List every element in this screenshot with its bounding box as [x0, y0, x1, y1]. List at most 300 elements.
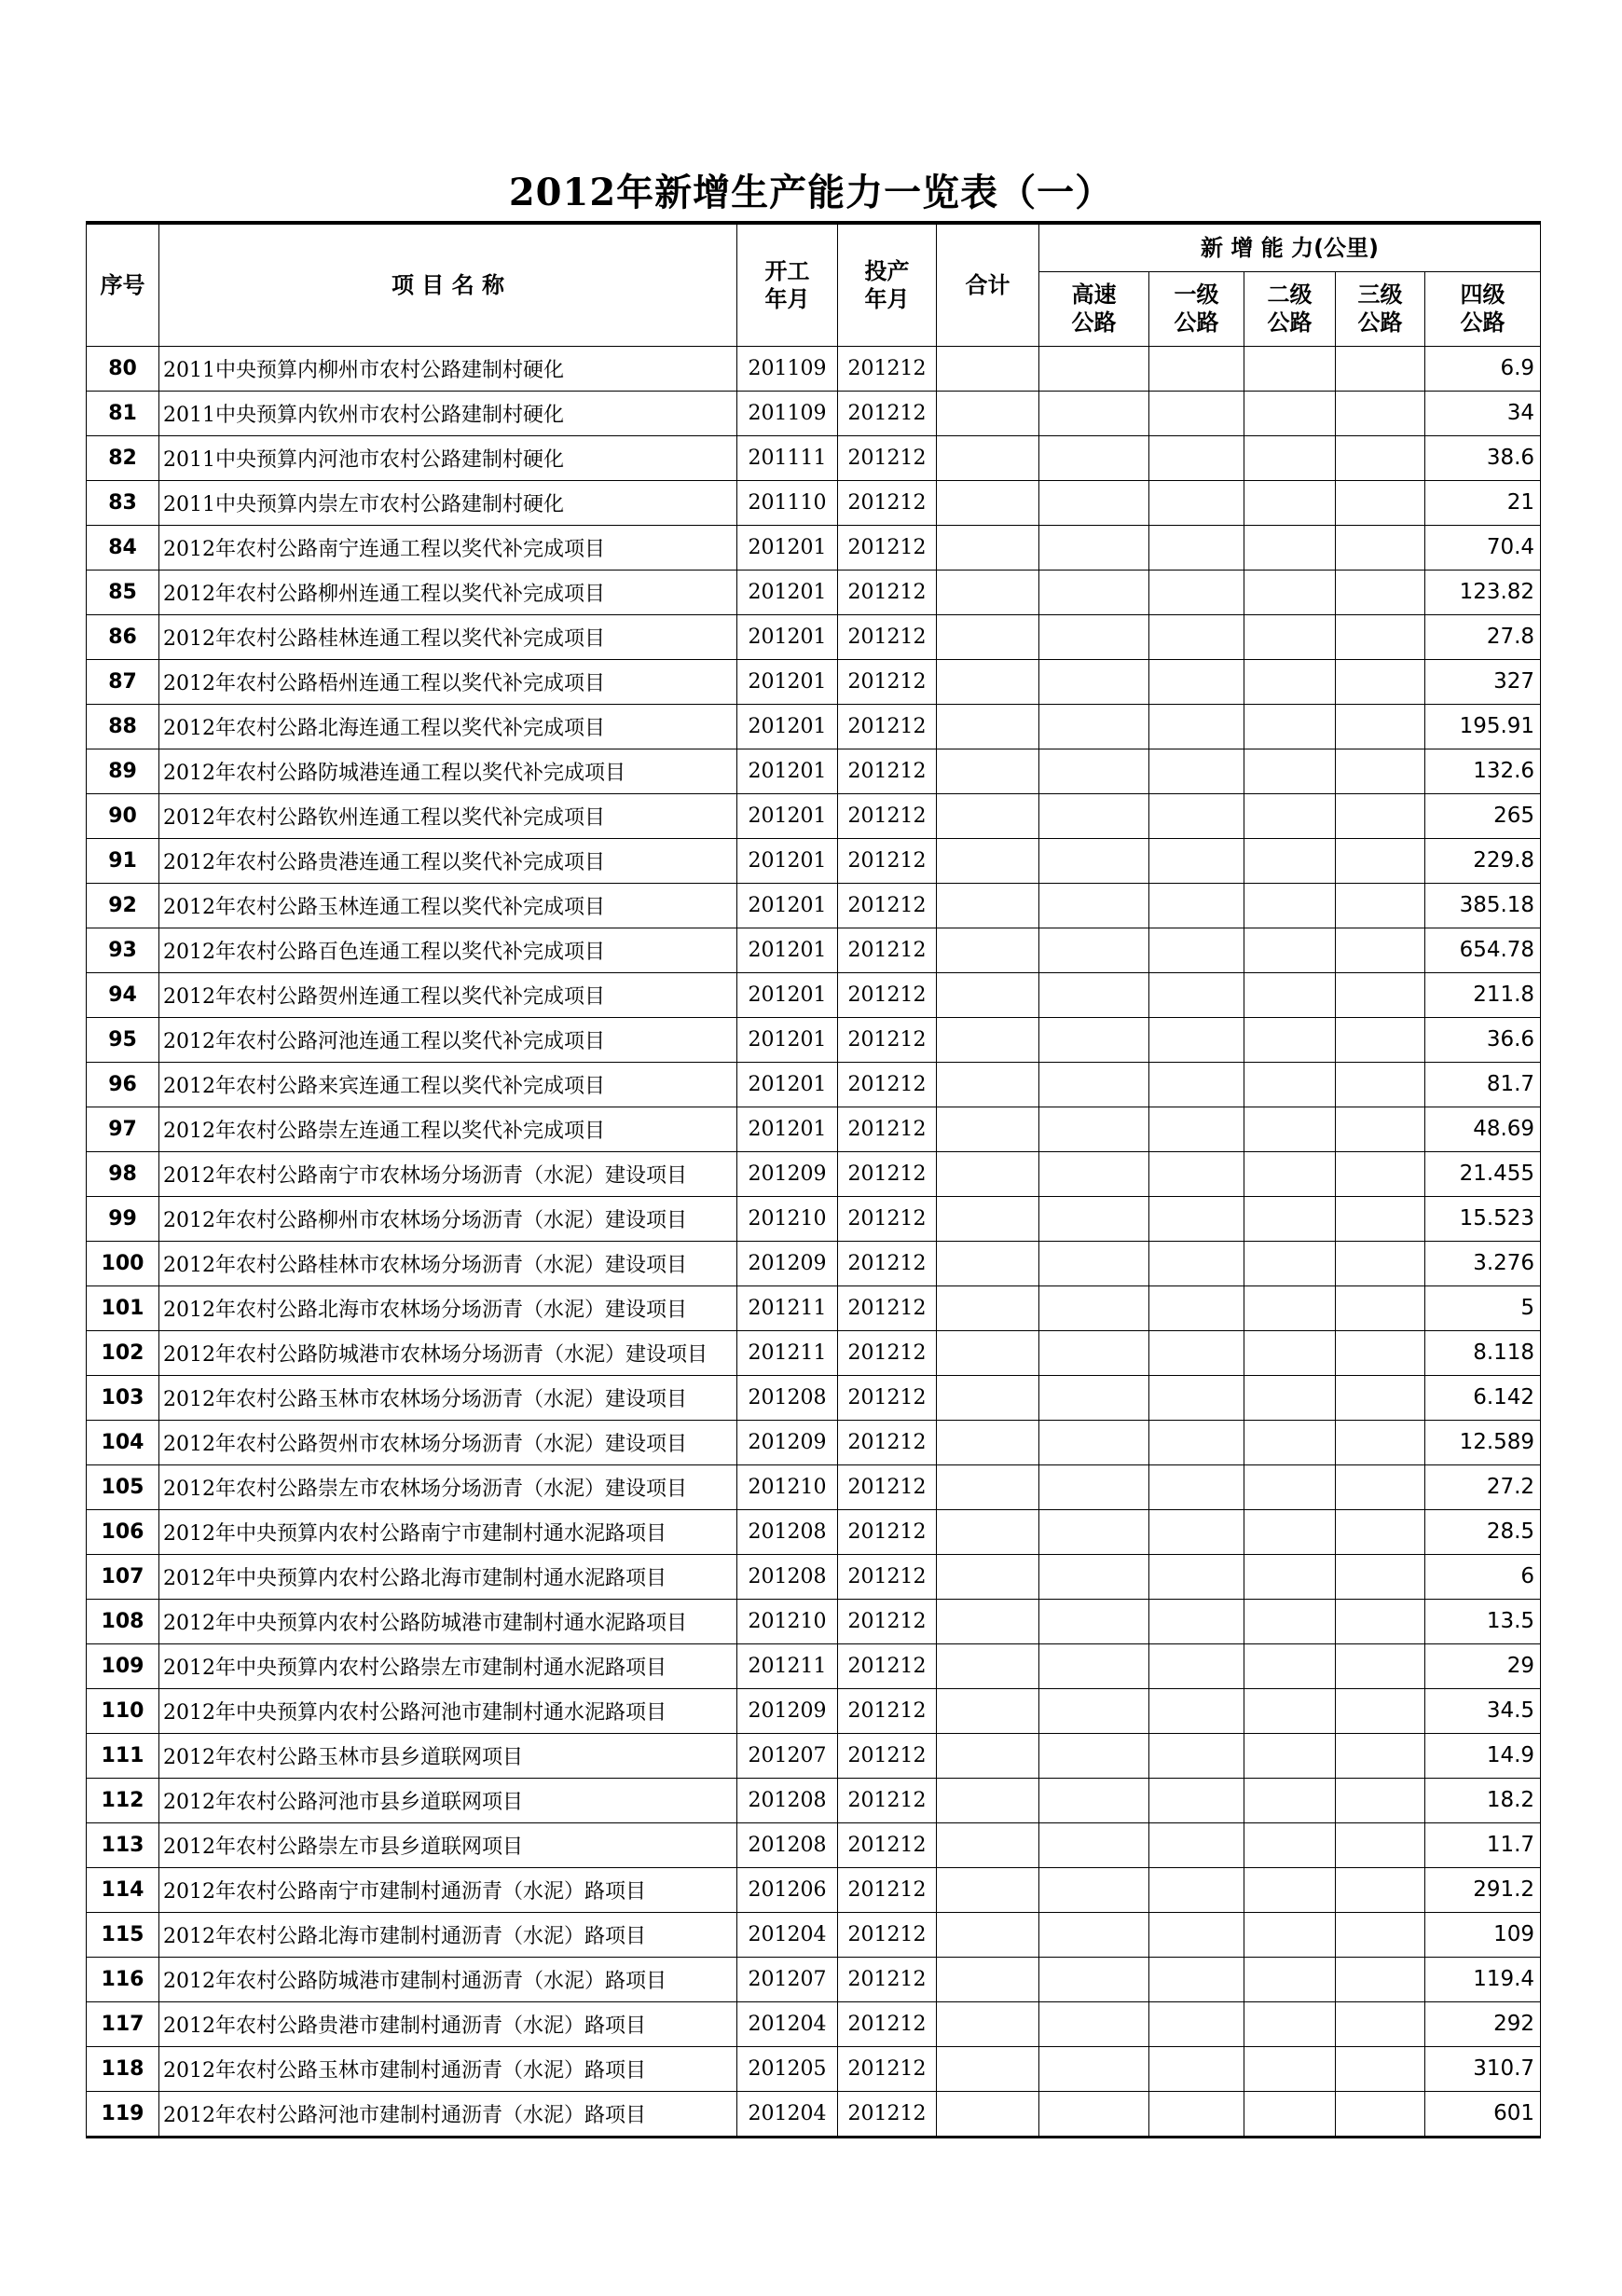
- row-name: 2012年农村公路北海市农林场分场沥青（水泥）建设项目: [159, 1285, 737, 1330]
- row-class2: [1244, 2001, 1336, 2046]
- row-class4: 6.142: [1425, 1375, 1541, 1420]
- row-expressway: [1039, 1822, 1149, 1867]
- row-expressway: [1039, 614, 1149, 659]
- table-row: [87, 2001, 1541, 2046]
- row-class3: [1336, 2001, 1425, 2046]
- row-name: 2012年农村公路崇左市县乡道联网项目: [159, 1822, 737, 1867]
- header-total: 合计: [937, 223, 1039, 346]
- table-row: [87, 1867, 1541, 1912]
- row-total: [937, 749, 1039, 793]
- row-class2: [1244, 1867, 1336, 1912]
- row-name: 2012年农村公路河池连通工程以奖代补完成项目: [159, 1017, 737, 1062]
- row-seq: 98: [87, 1151, 159, 1196]
- row-start: 201204: [737, 2091, 838, 2137]
- row-total: [937, 1151, 1039, 1196]
- row-expressway: [1039, 749, 1149, 793]
- header-start: 开工 年月: [737, 223, 838, 346]
- row-seq: 118: [87, 2046, 159, 2091]
- row-end: 201212: [838, 1599, 937, 1643]
- table-row: [87, 1643, 1541, 1688]
- row-total: [937, 1330, 1039, 1375]
- row-class3: [1336, 1420, 1425, 1464]
- row-name: 2012年农村公路玉林市建制村通沥青（水泥）路项目: [159, 2046, 737, 2091]
- row-seq: 90: [87, 793, 159, 838]
- table-row: [87, 2046, 1541, 2091]
- row-name: 2012年农村公路玉林市县乡道联网项目: [159, 1733, 737, 1778]
- row-total: [937, 2091, 1039, 2137]
- table-row: [87, 704, 1541, 749]
- row-seq: 93: [87, 928, 159, 972]
- row-expressway: [1039, 1643, 1149, 1688]
- row-class2: [1244, 972, 1336, 1017]
- row-name: 2012年农村公路柳州连通工程以奖代补完成项目: [159, 570, 737, 614]
- row-seq: 103: [87, 1375, 159, 1420]
- row-class4: 119.4: [1425, 1957, 1541, 2001]
- row-end: 201212: [838, 883, 937, 928]
- row-class3: [1336, 1643, 1425, 1688]
- row-class3: [1336, 928, 1425, 972]
- row-class3: [1336, 435, 1425, 480]
- row-class3: [1336, 972, 1425, 1017]
- row-seq: 116: [87, 1957, 159, 2001]
- row-name: 2012年农村公路防城港市农林场分场沥青（水泥）建设项目: [159, 1330, 737, 1375]
- row-class4: 6: [1425, 1554, 1541, 1599]
- row-total: [937, 1107, 1039, 1151]
- row-end: 201212: [838, 1151, 937, 1196]
- row-name: 2012年农村公路防城港市建制村通沥青（水泥）路项目: [159, 1957, 737, 2001]
- row-end: 201212: [838, 1017, 937, 1062]
- row-class1: [1149, 1912, 1244, 1957]
- row-class3: [1336, 883, 1425, 928]
- row-class1: [1149, 704, 1244, 749]
- row-class1: [1149, 391, 1244, 435]
- row-expressway: [1039, 1554, 1149, 1599]
- row-class4: 12.589: [1425, 1420, 1541, 1464]
- row-expressway: [1039, 435, 1149, 480]
- row-start: 201211: [737, 1285, 838, 1330]
- row-end: 201212: [838, 1330, 937, 1375]
- row-class1: [1149, 1599, 1244, 1643]
- row-class2: [1244, 435, 1336, 480]
- header-class3: 三级 公路: [1336, 271, 1425, 346]
- row-class2: [1244, 1062, 1336, 1107]
- row-start: 201209: [737, 1151, 838, 1196]
- row-start: 201201: [737, 1017, 838, 1062]
- row-class3: [1336, 2091, 1425, 2137]
- row-class1: [1149, 1464, 1244, 1509]
- row-class1: [1149, 2046, 1244, 2091]
- header-name: 项 目 名 称: [159, 223, 737, 346]
- row-class1: [1149, 614, 1244, 659]
- row-seq: 101: [87, 1285, 159, 1330]
- row-class4: 385.18: [1425, 883, 1541, 928]
- row-expressway: [1039, 883, 1149, 928]
- row-class1: [1149, 2001, 1244, 2046]
- row-class3: [1336, 2046, 1425, 2091]
- row-expressway: [1039, 391, 1149, 435]
- row-start: 201110: [737, 480, 838, 525]
- table-row: [87, 1822, 1541, 1867]
- row-start: 201208: [737, 1822, 838, 1867]
- header-class4: 四级 公路: [1425, 271, 1541, 346]
- row-name: 2011中央预算内钦州市农村公路建制村硬化: [159, 391, 737, 435]
- row-seq: 119: [87, 2091, 159, 2137]
- row-class2: [1244, 1285, 1336, 1330]
- row-class3: [1336, 570, 1425, 614]
- row-class2: [1244, 1643, 1336, 1688]
- row-expressway: [1039, 838, 1149, 883]
- row-expressway: [1039, 1733, 1149, 1778]
- row-class3: [1336, 1375, 1425, 1420]
- table-row: [87, 1241, 1541, 1285]
- row-end: 201212: [838, 1420, 937, 1464]
- row-expressway: [1039, 704, 1149, 749]
- row-start: 201208: [737, 1509, 838, 1554]
- row-start: 201201: [737, 793, 838, 838]
- table-row: [87, 1599, 1541, 1643]
- row-start: 201210: [737, 1196, 838, 1241]
- row-expressway: [1039, 1867, 1149, 1912]
- row-name: 2011中央预算内柳州市农村公路建制村硬化: [159, 346, 737, 391]
- row-class2: [1244, 1196, 1336, 1241]
- row-expressway: [1039, 480, 1149, 525]
- row-class2: [1244, 1241, 1336, 1285]
- row-class1: [1149, 793, 1244, 838]
- table-row: [87, 1688, 1541, 1733]
- row-total: [937, 1822, 1039, 1867]
- row-start: 201201: [737, 525, 838, 570]
- row-seq: 82: [87, 435, 159, 480]
- row-expressway: [1039, 1464, 1149, 1509]
- row-seq: 81: [87, 391, 159, 435]
- row-end: 201212: [838, 1241, 937, 1285]
- row-seq: 96: [87, 1062, 159, 1107]
- row-expressway: [1039, 2046, 1149, 2091]
- table-row: [87, 1420, 1541, 1464]
- row-name: 2012年农村公路河池市县乡道联网项目: [159, 1778, 737, 1822]
- row-class4: 27.2: [1425, 1464, 1541, 1509]
- row-class4: 5: [1425, 1285, 1541, 1330]
- row-class2: [1244, 883, 1336, 928]
- row-expressway: [1039, 1285, 1149, 1330]
- row-class3: [1336, 1509, 1425, 1554]
- row-end: 201212: [838, 1778, 937, 1822]
- row-class1: [1149, 1509, 1244, 1554]
- row-total: [937, 1643, 1039, 1688]
- row-name: 2012年农村公路崇左市农林场分场沥青（水泥）建设项目: [159, 1464, 737, 1509]
- row-class1: [1149, 1285, 1244, 1330]
- row-class4: 34.5: [1425, 1688, 1541, 1733]
- row-class1: [1149, 525, 1244, 570]
- row-start: 201201: [737, 749, 838, 793]
- row-end: 201212: [838, 480, 937, 525]
- row-class2: [1244, 928, 1336, 972]
- row-seq: 92: [87, 883, 159, 928]
- row-class4: 27.8: [1425, 614, 1541, 659]
- row-class3: [1336, 838, 1425, 883]
- row-end: 201212: [838, 1957, 937, 2001]
- row-class4: 310.7: [1425, 2046, 1541, 2091]
- row-class2: [1244, 570, 1336, 614]
- row-class4: 291.2: [1425, 1867, 1541, 1912]
- row-class1: [1149, 883, 1244, 928]
- row-end: 201212: [838, 1196, 937, 1241]
- row-total: [937, 1957, 1039, 2001]
- row-expressway: [1039, 1420, 1149, 1464]
- row-class1: [1149, 928, 1244, 972]
- row-class1: [1149, 838, 1244, 883]
- row-seq: 117: [87, 2001, 159, 2046]
- row-class2: [1244, 2091, 1336, 2137]
- row-start: 201209: [737, 1420, 838, 1464]
- row-seq: 115: [87, 1912, 159, 1957]
- row-expressway: [1039, 1599, 1149, 1643]
- row-class4: 8.118: [1425, 1330, 1541, 1375]
- row-class4: 3.276: [1425, 1241, 1541, 1285]
- row-seq: 88: [87, 704, 159, 749]
- row-total: [937, 435, 1039, 480]
- table-row: [87, 1285, 1541, 1330]
- row-name: 2012年农村公路桂林市农林场分场沥青（水泥）建设项目: [159, 1241, 737, 1285]
- table-row: [87, 525, 1541, 570]
- row-total: [937, 570, 1039, 614]
- row-class1: [1149, 480, 1244, 525]
- row-class4: 109: [1425, 1912, 1541, 1957]
- row-start: 201204: [737, 2001, 838, 2046]
- row-expressway: [1039, 928, 1149, 972]
- row-total: [937, 391, 1039, 435]
- row-expressway: [1039, 1509, 1149, 1554]
- row-class3: [1336, 1733, 1425, 1778]
- header-class1: 一级 公路: [1149, 271, 1244, 346]
- row-class4: 13.5: [1425, 1599, 1541, 1643]
- row-name: 2012年农村公路崇左连通工程以奖代补完成项目: [159, 1107, 737, 1151]
- row-expressway: [1039, 1241, 1149, 1285]
- row-class4: 21.455: [1425, 1151, 1541, 1196]
- row-class4: 195.91: [1425, 704, 1541, 749]
- row-class2: [1244, 614, 1336, 659]
- row-class4: 654.78: [1425, 928, 1541, 972]
- row-name: 2012年中央预算内农村公路崇左市建制村通水泥路项目: [159, 1643, 737, 1688]
- row-expressway: [1039, 1912, 1149, 1957]
- table-row: [87, 1196, 1541, 1241]
- row-total: [937, 838, 1039, 883]
- row-class3: [1336, 614, 1425, 659]
- row-class4: 15.523: [1425, 1196, 1541, 1241]
- row-expressway: [1039, 1778, 1149, 1822]
- row-start: 201208: [737, 1778, 838, 1822]
- row-seq: 113: [87, 1822, 159, 1867]
- row-name: 2012年农村公路百色连通工程以奖代补完成项目: [159, 928, 737, 972]
- row-class3: [1336, 704, 1425, 749]
- row-total: [937, 1867, 1039, 1912]
- table-row: [87, 1151, 1541, 1196]
- row-name: 2012年农村公路南宁连通工程以奖代补完成项目: [159, 525, 737, 570]
- row-class2: [1244, 1957, 1336, 2001]
- row-end: 201212: [838, 570, 937, 614]
- row-class4: 14.9: [1425, 1733, 1541, 1778]
- row-class3: [1336, 1867, 1425, 1912]
- row-class4: 211.8: [1425, 972, 1541, 1017]
- header-end: 投产 年月: [838, 223, 937, 346]
- row-seq: 105: [87, 1464, 159, 1509]
- row-class1: [1149, 1196, 1244, 1241]
- row-total: [937, 346, 1039, 391]
- row-total: [937, 972, 1039, 1017]
- row-class3: [1336, 391, 1425, 435]
- row-seq: 109: [87, 1643, 159, 1688]
- row-class2: [1244, 1688, 1336, 1733]
- table-row: [87, 883, 1541, 928]
- row-start: 201201: [737, 570, 838, 614]
- row-seq: 91: [87, 838, 159, 883]
- row-class1: [1149, 749, 1244, 793]
- row-expressway: [1039, 525, 1149, 570]
- row-start: 201210: [737, 1464, 838, 1509]
- row-start: 201201: [737, 704, 838, 749]
- row-total: [937, 1017, 1039, 1062]
- row-end: 201212: [838, 435, 937, 480]
- row-seq: 87: [87, 659, 159, 704]
- table-row: [87, 480, 1541, 525]
- row-name: 2012年农村公路梧州连通工程以奖代补完成项目: [159, 659, 737, 704]
- row-name: 2012年农村公路钦州连通工程以奖代补完成项目: [159, 793, 737, 838]
- row-name: 2012年农村公路贵港连通工程以奖代补完成项目: [159, 838, 737, 883]
- row-end: 201212: [838, 659, 937, 704]
- row-start: 201204: [737, 1912, 838, 1957]
- row-start: 201207: [737, 1733, 838, 1778]
- row-class1: [1149, 1733, 1244, 1778]
- row-name: 2012年农村公路玉林连通工程以奖代补完成项目: [159, 883, 737, 928]
- row-class3: [1336, 659, 1425, 704]
- row-end: 201212: [838, 2046, 937, 2091]
- row-class3: [1336, 1285, 1425, 1330]
- row-class2: [1244, 1107, 1336, 1151]
- row-end: 201212: [838, 1912, 937, 1957]
- row-expressway: [1039, 2001, 1149, 2046]
- row-start: 201111: [737, 435, 838, 480]
- row-total: [937, 1599, 1039, 1643]
- row-class1: [1149, 659, 1244, 704]
- row-seq: 86: [87, 614, 159, 659]
- row-class1: [1149, 1017, 1244, 1062]
- row-seq: 89: [87, 749, 159, 793]
- row-class4: 38.6: [1425, 435, 1541, 480]
- table-row: [87, 1062, 1541, 1107]
- row-total: [937, 704, 1039, 749]
- row-class3: [1336, 793, 1425, 838]
- row-total: [937, 928, 1039, 972]
- row-name: 2012年农村公路北海连通工程以奖代补完成项目: [159, 704, 737, 749]
- row-class2: [1244, 1778, 1336, 1822]
- row-expressway: [1039, 793, 1149, 838]
- row-class1: [1149, 1822, 1244, 1867]
- row-class1: [1149, 1778, 1244, 1822]
- table-row: [87, 570, 1541, 614]
- row-class4: 81.7: [1425, 1062, 1541, 1107]
- row-start: 201201: [737, 1062, 838, 1107]
- row-class2: [1244, 391, 1336, 435]
- table-row: [87, 2091, 1541, 2137]
- row-class2: [1244, 1822, 1336, 1867]
- row-name: 2012年中央预算内农村公路防城港市建制村通水泥路项目: [159, 1599, 737, 1643]
- row-name: 2012年中央预算内农村公路河池市建制村通水泥路项目: [159, 1688, 737, 1733]
- header-class2: 二级 公路: [1244, 271, 1336, 346]
- row-start: 201201: [737, 972, 838, 1017]
- row-class4: 28.5: [1425, 1509, 1541, 1554]
- row-class3: [1336, 1912, 1425, 1957]
- row-total: [937, 1196, 1039, 1241]
- row-expressway: [1039, 972, 1149, 1017]
- row-total: [937, 1912, 1039, 1957]
- row-expressway: [1039, 1330, 1149, 1375]
- row-total: [937, 659, 1039, 704]
- row-end: 201212: [838, 1464, 937, 1509]
- row-total: [937, 1554, 1039, 1599]
- table-row: [87, 614, 1541, 659]
- table-row: [87, 659, 1541, 704]
- row-end: 201212: [838, 391, 937, 435]
- row-class4: 21: [1425, 480, 1541, 525]
- row-total: [937, 1778, 1039, 1822]
- row-start: 201201: [737, 659, 838, 704]
- row-start: 201205: [737, 2046, 838, 2091]
- row-start: 201211: [737, 1643, 838, 1688]
- table-row: [87, 1912, 1541, 1957]
- row-total: [937, 1241, 1039, 1285]
- header-seq: 序号: [87, 223, 159, 346]
- row-class3: [1336, 480, 1425, 525]
- table-row: [87, 1509, 1541, 1554]
- row-total: [937, 1062, 1039, 1107]
- row-name: 2012年农村公路桂林连通工程以奖代补完成项目: [159, 614, 737, 659]
- row-start: 201210: [737, 1599, 838, 1643]
- table-row: [87, 749, 1541, 793]
- row-end: 201212: [838, 1867, 937, 1912]
- row-class4: 48.69: [1425, 1107, 1541, 1151]
- row-name: 2012年农村公路贵港市建制村通沥青（水泥）路项目: [159, 2001, 737, 2046]
- row-class1: [1149, 1643, 1244, 1688]
- row-class4: 70.4: [1425, 525, 1541, 570]
- table-row: [87, 346, 1541, 391]
- table-row: [87, 1554, 1541, 1599]
- row-total: [937, 1733, 1039, 1778]
- table-body: [87, 346, 1541, 2137]
- row-class4: 11.7: [1425, 1822, 1541, 1867]
- row-class1: [1149, 570, 1244, 614]
- row-expressway: [1039, 346, 1149, 391]
- table-row: [87, 1778, 1541, 1822]
- row-total: [937, 1464, 1039, 1509]
- row-class3: [1336, 1241, 1425, 1285]
- row-class3: [1336, 1017, 1425, 1062]
- row-end: 201212: [838, 1285, 937, 1330]
- row-expressway: [1039, 570, 1149, 614]
- row-class3: [1336, 749, 1425, 793]
- row-class1: [1149, 1688, 1244, 1733]
- row-total: [937, 1375, 1039, 1420]
- row-class1: [1149, 1867, 1244, 1912]
- row-class2: [1244, 525, 1336, 570]
- row-class2: [1244, 1375, 1336, 1420]
- row-start: 201201: [737, 614, 838, 659]
- row-start: 201207: [737, 1957, 838, 2001]
- row-class3: [1336, 1822, 1425, 1867]
- row-start: 201201: [737, 883, 838, 928]
- row-end: 201212: [838, 1643, 937, 1688]
- row-name: 2012年中央预算内农村公路北海市建制村通水泥路项目: [159, 1554, 737, 1599]
- row-total: [937, 793, 1039, 838]
